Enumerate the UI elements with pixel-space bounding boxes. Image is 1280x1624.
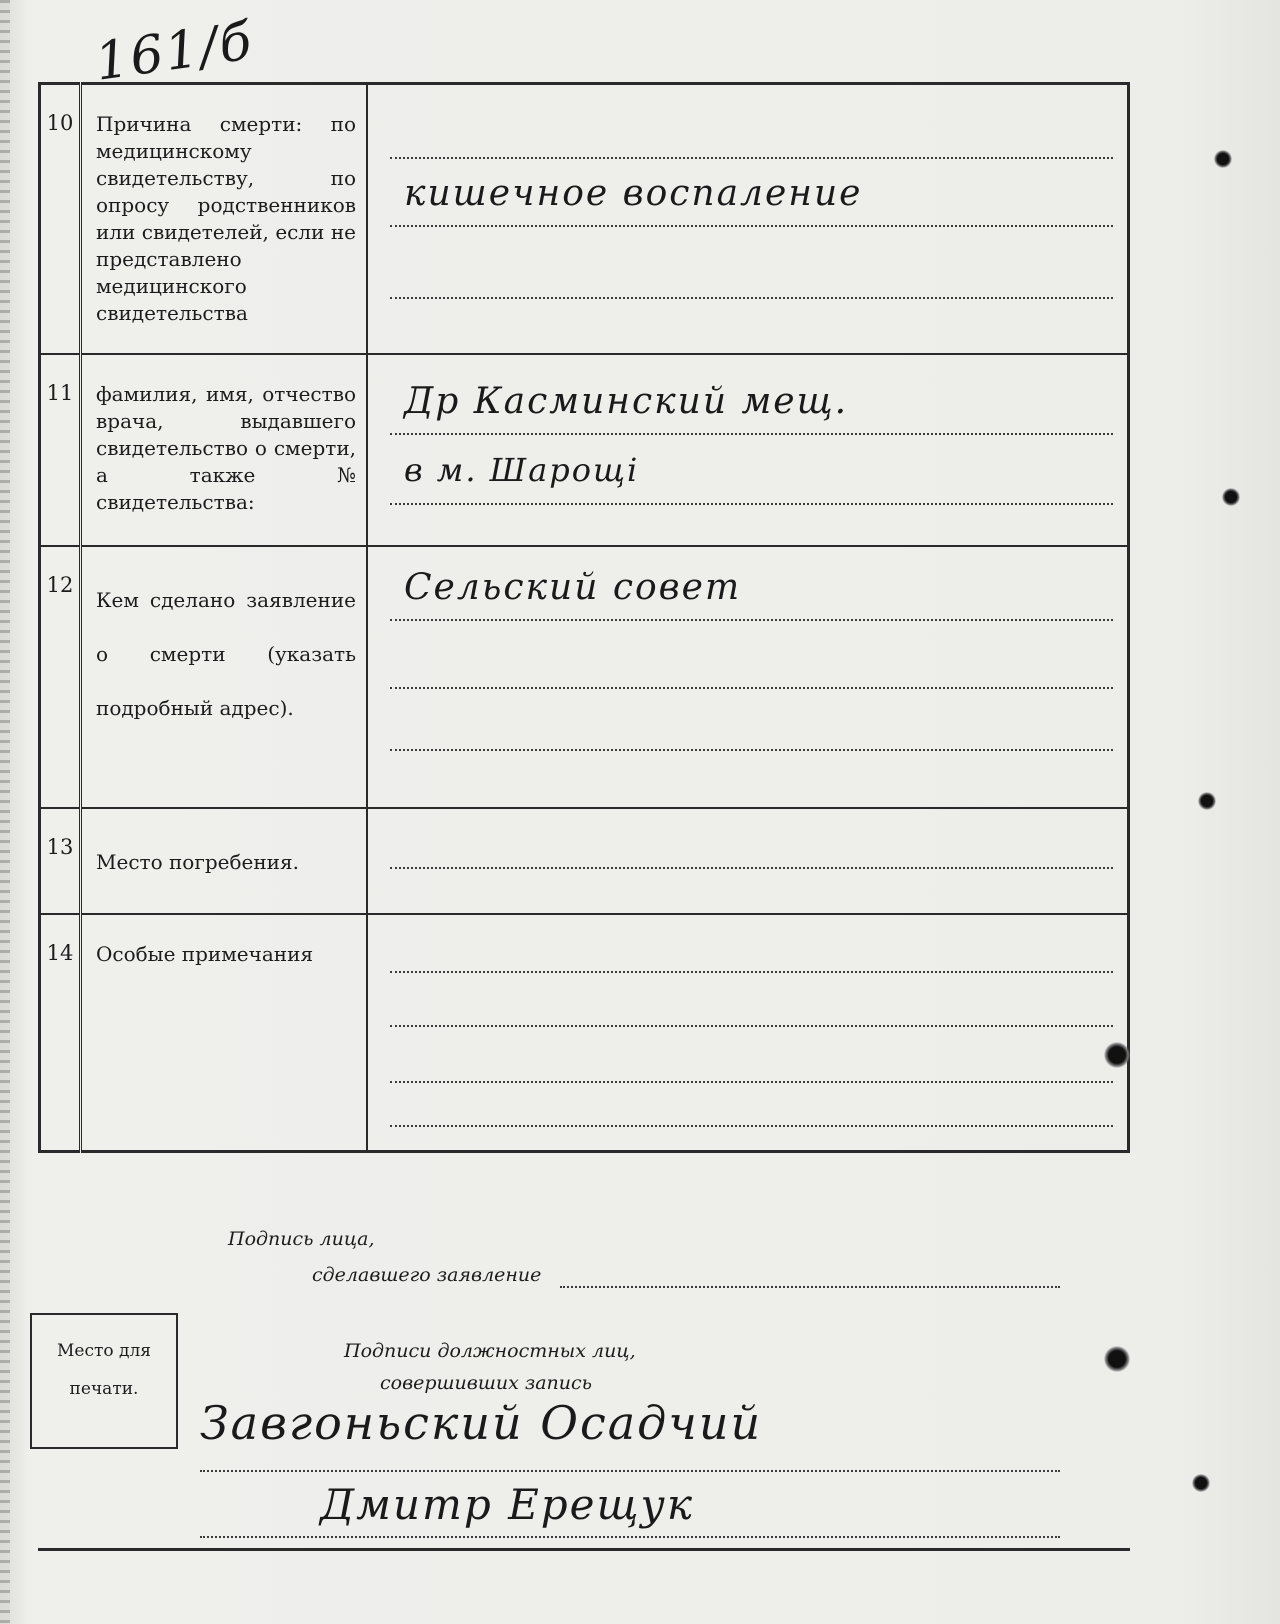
binder-hole [1192,1474,1210,1492]
stamp-place-box [30,1313,178,1449]
form-row-10 [40,84,1129,354]
row-number: 13 [40,808,81,914]
form-row-13 [40,808,1129,914]
row-value-doctor [367,354,1129,546]
declarant-signature-line [560,1286,1060,1288]
bottom-border [38,1548,1130,1551]
handwritten-declarant: Сельский совет [404,566,742,608]
row-value-declarant [367,546,1129,808]
binder-hole [1214,150,1232,168]
officials-signature-label-1: Подписи должностных лиц, [344,1340,636,1362]
row-value-special-notes [367,914,1129,1152]
binding-edge [0,0,10,1624]
binder-hole [1104,1346,1130,1372]
row-label-special-notes: Особые примечания [81,914,368,1152]
form-row-12 [40,546,1129,808]
form-row-11 [40,354,1129,546]
row-number: 10 [40,84,81,354]
handwritten-doctor-line-1: Др Касминский мещ. [404,380,849,422]
row-number: 11 [40,354,81,546]
page-number: 161/б [91,11,257,93]
official-signature-2: Дмитр Ерещук [320,1480,694,1529]
row-label-cause-of-death: Причина смерти: по медицинскому свидетельству, по опросу родственников или свидетелей, если не представлено медицинского свидетельства [81,84,368,354]
stamp-place-label-1: Место для [56,1341,152,1361]
row-label-burial-place: Место погребения. [81,808,368,914]
binder-hole [1198,792,1216,810]
official-signature-line-2 [200,1536,1060,1538]
officials-signature-label-2: совершивших запись [380,1372,592,1394]
row-label-declarant: Кем сделано заявление о смерти (указать подробный адрес). [81,546,368,808]
declarant-signature-label-1: Подпись лица, [228,1228,375,1250]
death-record-form [38,82,1130,1153]
binder-hole [1222,488,1240,506]
official-signature-line-1 [200,1470,1060,1472]
declarant-signature-label-2: сделавшего заявление [312,1264,542,1286]
form-row-14 [40,914,1129,1152]
row-label-doctor: фамилия, имя, отчество врача, выдавшего свидетельство о смерти, а также № свидетельства: [81,354,368,546]
handwritten-cause: кишечное воспаление [404,173,863,214]
row-value-cause-of-death [367,84,1129,354]
official-signature-1: Завгоньский Осадчий [200,1396,763,1450]
row-number: 12 [40,546,81,808]
binder-hole [1104,1042,1130,1068]
row-value-burial-place [367,808,1129,914]
row-number: 14 [40,914,81,1152]
handwritten-doctor-line-2: в м. Шарощі [404,450,640,489]
stamp-place-label-2: печати. [69,1379,139,1399]
